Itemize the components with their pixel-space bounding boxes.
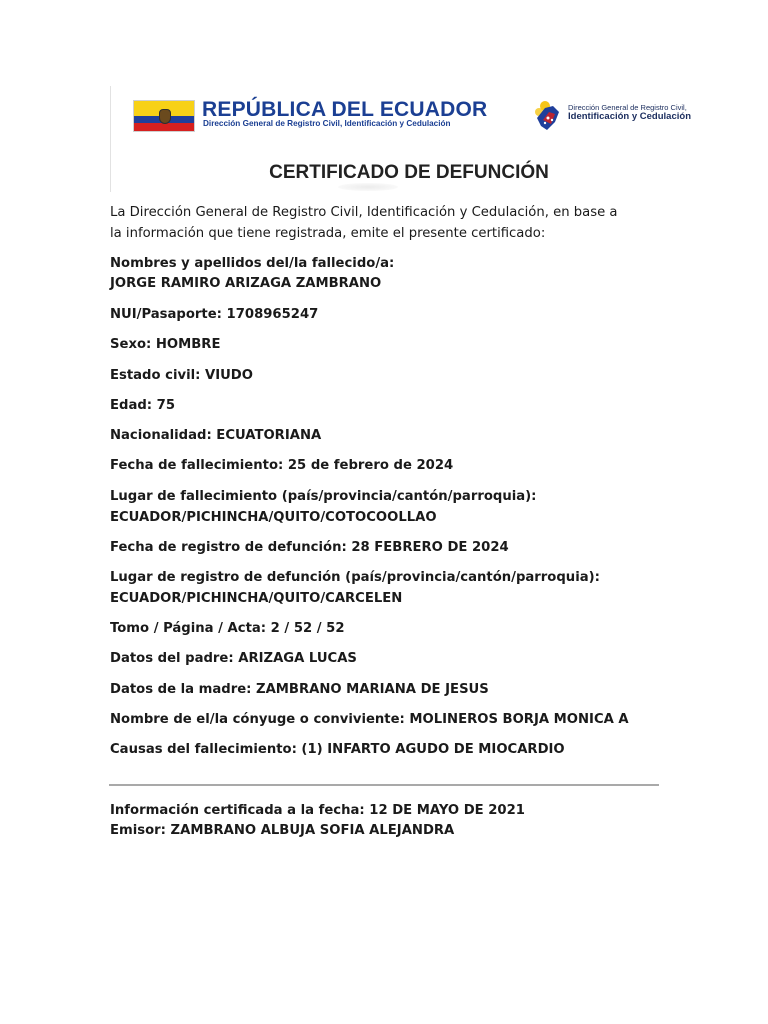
nombres-value: JORGE RAMIRO ARIZAGA ZAMBRANO <box>110 276 382 291</box>
conyuge-field: Nombre de el/la cónyuge o conviviente: MOLINEROS BORJA MONICA A <box>110 712 629 727</box>
tomo-field: Tomo / Página / Acta: 2 / 52 / 52 <box>110 621 345 636</box>
lugar-registro-label: Lugar de registro de defunción (país/provincia/cantón/parroquia): <box>110 570 600 585</box>
padre-field: Datos del padre: ARIZAGA LUCAS <box>110 651 357 666</box>
lugar-registro-value: ECUADOR/PICHINCHA/QUITO/CARCELEN <box>110 591 403 606</box>
madre-field: Datos de la madre: ZAMBRANO MARIANA DE JESUS <box>110 682 489 697</box>
country-subtitle: Dirección General de Registro Civil, Identificación y Cedulación <box>203 119 451 128</box>
lugar-fallecimiento-label: Lugar de fallecimiento (país/provincia/cantón/parroquia): <box>110 489 537 504</box>
causas-field: Causas del fallecimiento: (1) INFARTO AGUDO DE MIOCARDIO <box>110 742 565 757</box>
edad-field: Edad: 75 <box>110 398 176 413</box>
agency-name-line1: Dirección General de Registro Civil, <box>568 103 687 112</box>
nombres-label: Nombres y apellidos del/la fallecido/a: <box>110 256 395 271</box>
emisor-field: Emisor: ZAMBRANO ALBUJA SOFIA ALEJANDRA <box>110 823 455 838</box>
agency-name-line2: Identificación y Cedulación <box>568 111 691 122</box>
country-title: REPÚBLICA DEL ECUADOR <box>202 98 488 121</box>
intro-line-2: la información que tiene registrada, emite el presente certificado: <box>110 226 546 241</box>
estado-civil-field: Estado civil: VIUDO <box>110 368 253 383</box>
intro-line-1: La Dirección General de Registro Civil, Identificación y Cedulación, en base a <box>110 205 618 220</box>
fecha-fallecimiento-field: Fecha de fallecimiento: 25 de febrero de 2024 <box>110 458 454 473</box>
section-divider <box>109 784 659 786</box>
title-shadow <box>338 183 398 191</box>
nacionalidad-field: Nacionalidad: ECUATORIANA <box>110 428 322 443</box>
info-fecha-field: Información certificada a la fecha: 12 DE MAYO DE 2021 <box>110 803 525 818</box>
fecha-registro-field: Fecha de registro de defunción: 28 FEBRERO DE 2024 <box>110 540 509 555</box>
sexo-field: Sexo: HOMBRE <box>110 337 221 352</box>
nui-field: NUI/Pasaporte: 1708965247 <box>110 307 319 322</box>
ecuador-flag-icon <box>133 100 195 132</box>
lugar-fallecimiento-value: ECUADOR/PICHINCHA/QUITO/COTOCOOLLAO <box>110 510 437 525</box>
registro-civil-logo-icon <box>531 98 567 134</box>
document-title: CERTIFICADO DE DEFUNCIÓN <box>269 162 549 183</box>
